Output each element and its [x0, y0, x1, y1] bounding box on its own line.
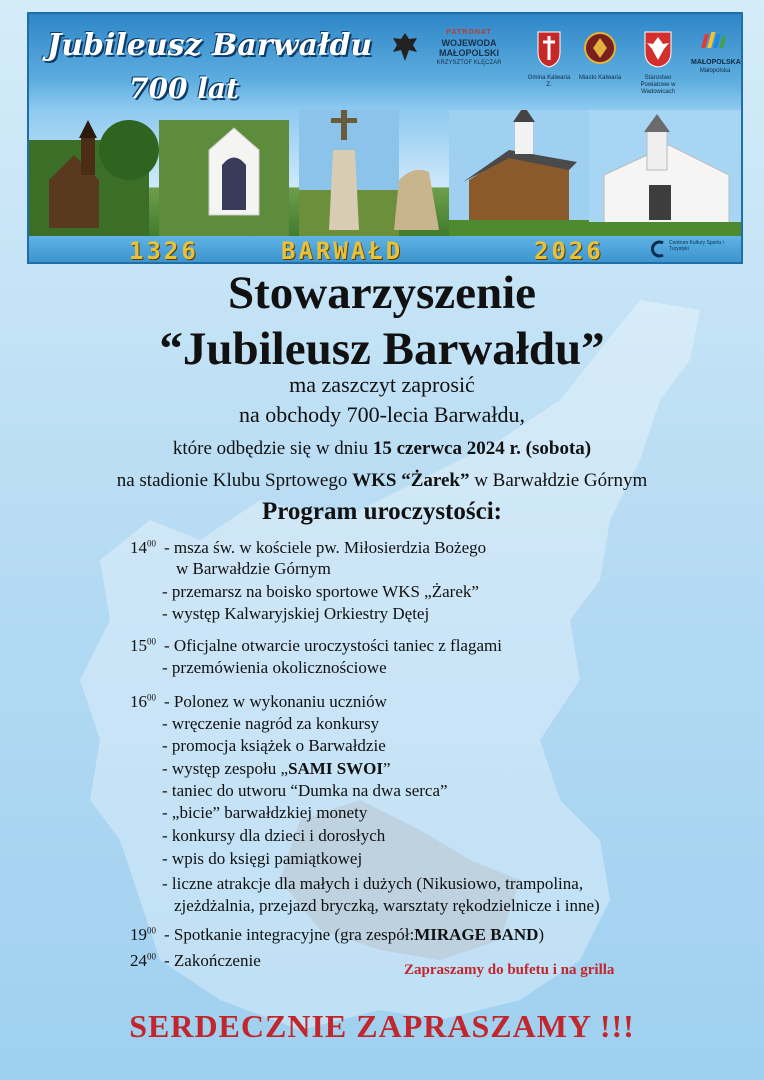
- schedule-item: - Spotkanie integracyjne (gra zespół:MIRAGE BAND): [164, 925, 545, 944]
- malopolska-logo-icon: MAŁOPOLSKA Małopolska: [691, 30, 739, 75]
- schedule-item: - występ Kalwaryjskiej Orkiestry Dętej: [162, 604, 430, 623]
- bufet-note: Zapraszamy do bufetu i na grilla: [404, 962, 615, 978]
- schedule-item: - Oficjalne otwarcie uroczystości taniec z flagami: [164, 636, 502, 655]
- schedule-item: - konkursy dla dzieci i dorosłych: [162, 826, 386, 845]
- schedule-item: zjeżdżalnia, przejazd bryczką, warsztaty rękodzielnicze i inne): [174, 896, 600, 915]
- centrum-caption: Centrum Kultury Sportu i Turystyki: [669, 240, 724, 252]
- schedule-item: - „bicie” barwałdzkiej monety: [162, 803, 368, 822]
- schedule-item: - liczne atrakcje dla małych i dużych (Nikusiowo, trampolina,: [162, 874, 584, 893]
- schedule-item: w Barwałdzie Górnym: [176, 559, 331, 578]
- banner-subtitle: 700 lat: [129, 72, 239, 105]
- schedule-item: - Zakończenie: [164, 951, 261, 970]
- program-title: Program uroczystości:: [262, 498, 502, 525]
- time-19: $19^{00}$: [130, 925, 156, 944]
- patronat-block: PATRONAT WOJEWODA MAŁOPOLSKI KRZYSZTOF KLĘCZAR: [436, 29, 502, 66]
- schedule-item: - wręczenie nagród za konkursy: [162, 714, 380, 733]
- schedule-item: - przemarsz na boisko sportowe WKS „Żarek”: [162, 582, 479, 601]
- time-14: $14^{00}$: [130, 538, 156, 557]
- schedule-item: - Polonez w wykonaniu uczniów: [164, 692, 387, 711]
- place-name: BARWAŁD: [281, 237, 404, 264]
- year-end: 2026: [534, 237, 604, 264]
- gmina-crest-icon: Gmina Kalwaria Z.: [527, 30, 571, 89]
- invite-line2: na obchody 700-lecia Barwałdu,: [239, 402, 525, 427]
- event-venue-line: na stadionie Klubu Sprtowego WKS “Żarek” w Barwałdzie Górnym: [116, 470, 648, 491]
- banner-title: Jubileusz Barwałdu: [47, 28, 373, 63]
- starostwo-crest-icon: Starostwo Powiatowe w Wadowicach: [631, 30, 685, 96]
- invite-line1: ma zaszczyt zaprosić: [289, 372, 475, 397]
- organization-name-line2: “Jubileusz Barwałdu”: [159, 323, 605, 375]
- schedule-item: - przemówienia okolicznościowe: [162, 658, 387, 677]
- schedule-item: - wpis do księgi pamiątkowej: [162, 849, 363, 868]
- schedule-item: - występ zespołu „SAMI SWOI”: [162, 759, 391, 778]
- event-date-line: które odbędzie się w dniu 15 czerwca 2024 r. (sobota): [172, 438, 592, 459]
- schedule-item: - msza św. w kościele pw. Miłosierdzia Bożego: [164, 538, 487, 557]
- time-15: $15^{00}$: [130, 636, 156, 655]
- miasto-crest-icon: Miasto Kalwaria: [575, 30, 625, 82]
- closing-invitation: SERDECZNIE ZAPRASZAMY !!!: [129, 1008, 635, 1044]
- organization-name-line1: Stowarzyszenie: [227, 267, 537, 319]
- time-24: $24^{00}$: [130, 951, 156, 970]
- schedule-item: - promocja książek o Barwałdzie: [162, 736, 386, 755]
- schedule-item: - taniec do utworu “Dumka na dwa serca”: [162, 781, 448, 800]
- year-start: 1326: [129, 237, 199, 264]
- time-16: $16^{00}$: [130, 692, 156, 711]
